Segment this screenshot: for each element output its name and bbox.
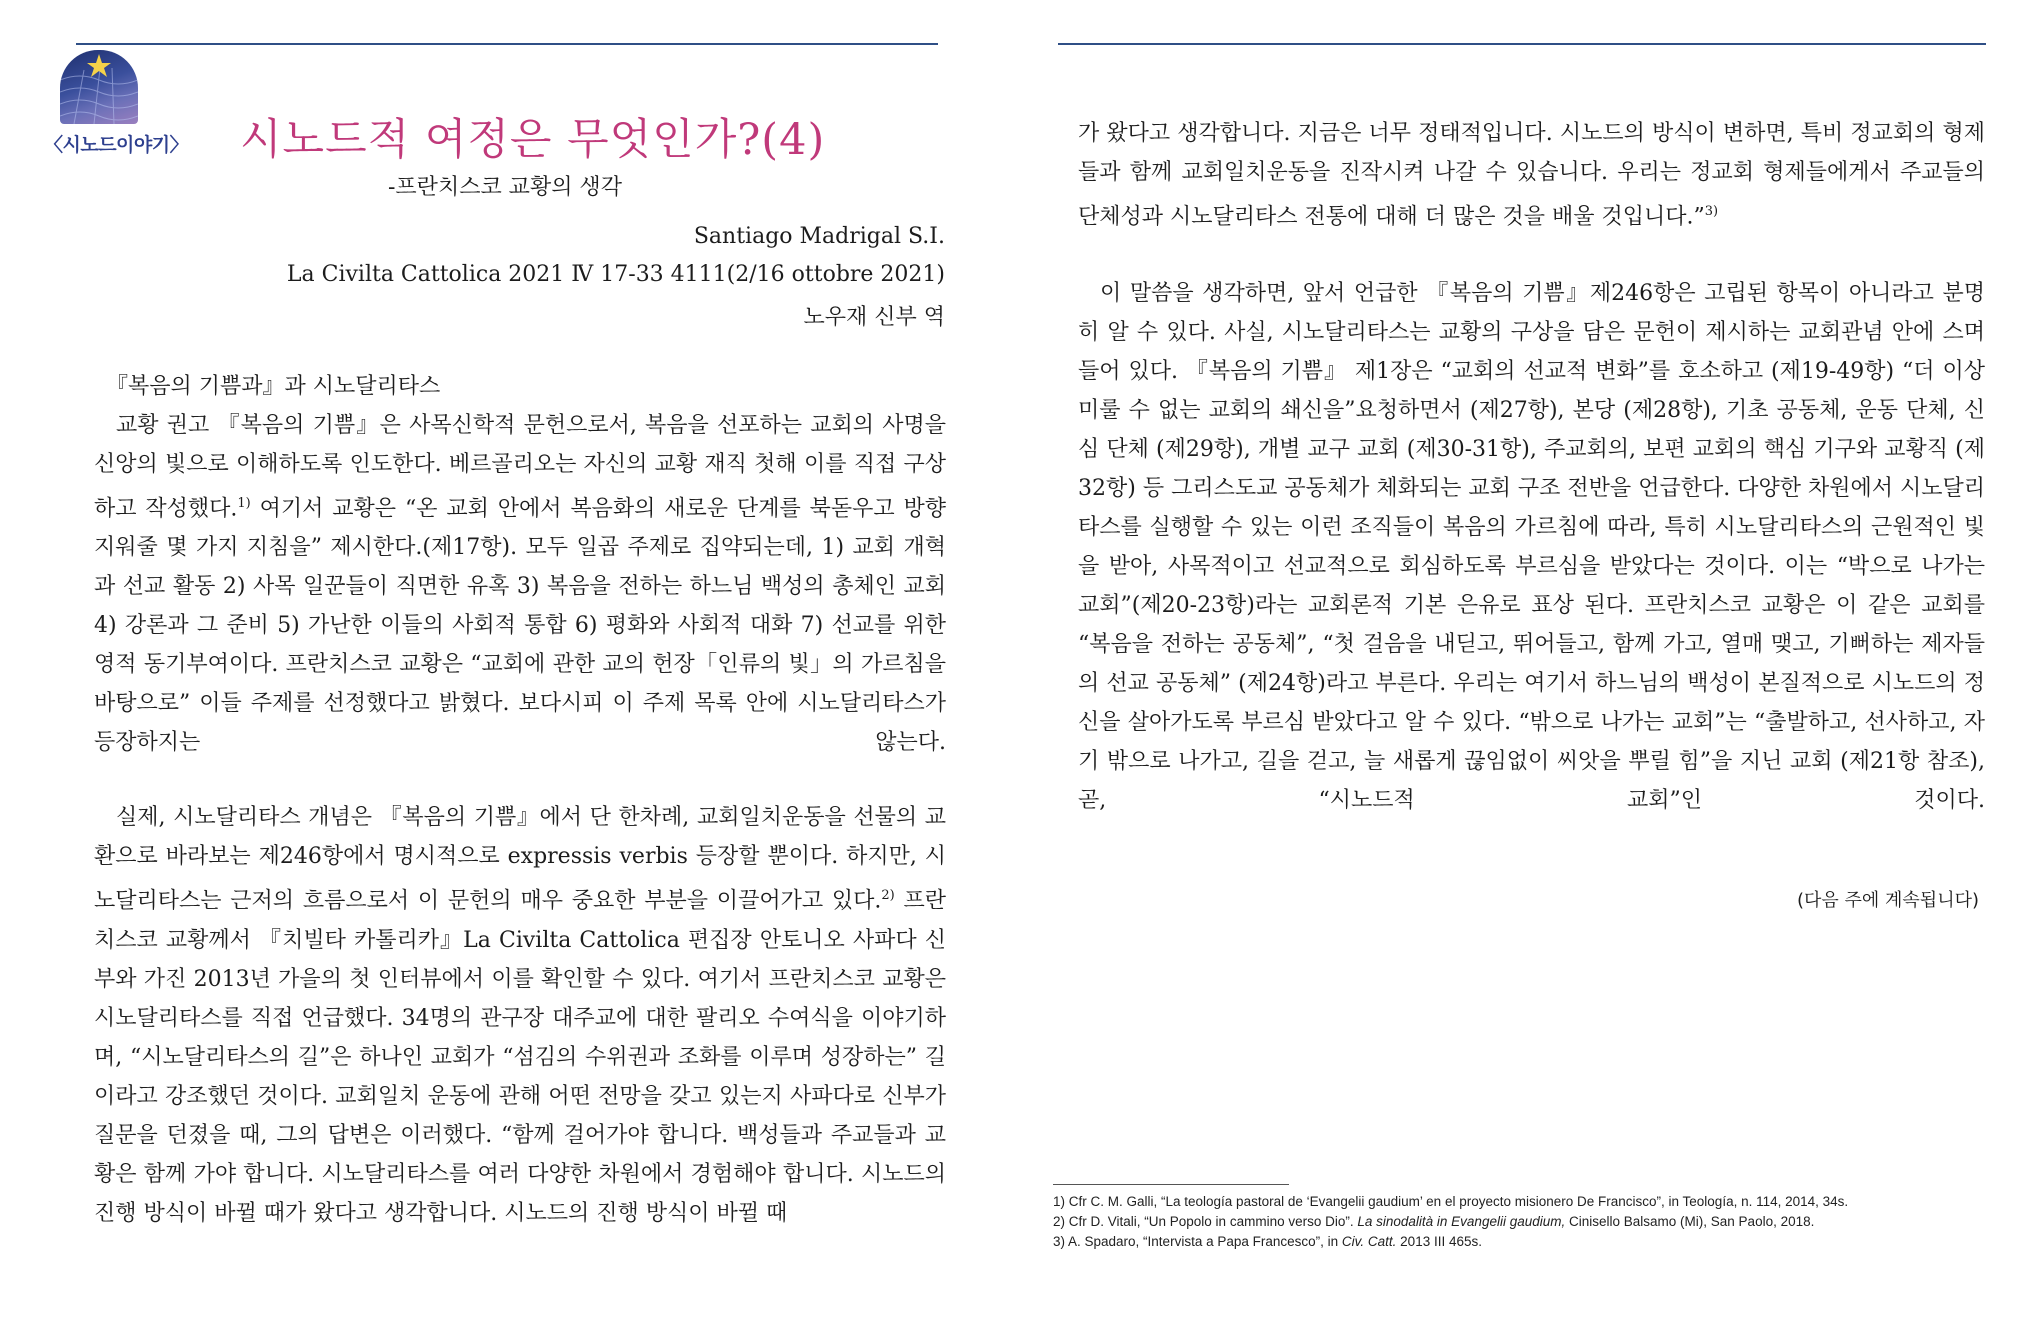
footnote-text: 3) A. Spadaro, “Intervista a Papa Francesco”, in xyxy=(1053,1234,1342,1249)
paragraph-text: 교황 권고 『복음의 기쁨』은 사목신학적 문헌으로서, 복음을 선포하는 교회의 사명을 신앙의 빛으로 이해하도록 인도한다. 베르골리오는 자신의 교황 재직 첫해 이를 직접 구상하고 작성했다. xyxy=(94,413,946,522)
footnote-title: Civ. Catt. xyxy=(1341,1234,1397,1249)
footnote-3 xyxy=(1053,1232,2019,1252)
footnote-ref: 3) xyxy=(1704,204,1719,219)
right-column xyxy=(1078,114,1985,820)
star-icon xyxy=(60,50,138,124)
translator: 노우재 신부 역 xyxy=(803,305,945,330)
footnote-title: La sinodalità in Evangelii gaudium, xyxy=(1357,1214,1566,1229)
footnote-1: 1) Cfr C. M. Galli, “La teología pastoral de ‘Evangelii gaudium’ en el proyecto misionero De Francisco”, in Teología, n. 114, 2014, 34s. xyxy=(1053,1194,1849,1209)
paragraph xyxy=(94,798,946,1232)
logo xyxy=(44,50,189,162)
footnotes xyxy=(1053,1192,2019,1252)
paragraph-text: 실제, 시노달리타스 개념은 『복음의 기쁨』에서 단 한차례, 교회일치운동을 선물의 교환으로 바라보는 제246항에서 명시적으로 expressis verbis 등장할 뿐이다. 하지만, 시노달리타스는 근저의 흐름으로서 이 문헌의 매우 중요한 부분을 이끌어가고 있다. xyxy=(94,805,946,914)
footnote-ref: 2) xyxy=(881,888,895,904)
paragraph xyxy=(1078,114,1985,236)
paragraph xyxy=(1078,274,1985,820)
top-rule-left xyxy=(76,43,938,45)
left-column xyxy=(94,406,946,1233)
paragraph xyxy=(94,406,946,762)
logo-image xyxy=(60,50,138,124)
footnote-text: Cinisello Balsamo (Mi), San Paolo, 2018. xyxy=(1565,1214,1815,1229)
footnote-text: 2) Cfr D. Vitali, “Un Popolo in cammino verso Dio”. xyxy=(1053,1214,1358,1229)
source-citation: La Civilta Cattolica 2021 Ⅳ 17-33 4111(2/16 ottobre 2021) xyxy=(286,262,945,287)
section-heading: 『복음의 기쁨과』과 시노달리타스 xyxy=(106,374,441,399)
top-rule-right xyxy=(1058,43,1986,45)
paragraph-text: 이 말씀을 생각하면, 앞서 언급한 『복음의 기쁨』제246항은 고립된 항목이 아니라고 분명히 알 수 있다. 사실, 시노달리타스는 교황의 구상을 담은 문헌이 제시하는 교회관념 안에 스며들어 있다. 『복음의 기쁨』 제1장은 “교회의 선교적 변화”를 호소하고 (제19-49항) “더 이상 미룰 수 없는 교회의 쇄신을”요청하면서 (제27항), 본당 (제28항), 기초 공동체, 운동 단체, 신심 단체 (제29항), 개별 교구 교회 (제30-31항), 주교회의, 보편 교회의 핵심 기구와 교황직 (제32항) 등 그리스도교 공동체가 체화되는 교회 구조 전반을 언급한다. 다양한 차원에서 시노달리타스를 실행할 수 있는 이런 조직들이 복음의 가르침에 따라, 특히 시노달리타스의 근원적인 빛을 받아, 사목적이고 선교적으로 회심하도록 부르심을 받았다는 것이다. 이는 “박으로 나가는 교회”(제20-23항)라는 교회론적 기본 은유로 표상 된다. 프란치스코 교황은 이 같은 교회를 “복음을 전하는 공동체”, “첫 걸음을 내딛고, 뛰어들고, 함께 가고, 열매 맺고, 기뻐하는 제자들의 선교 공동체” (제24항)라고 부른다. 우리는 여기서 하느님의 백성이 본질적으로 시노드의 정신을 살아가도록 부르심 받았다고 알 수 있다. “밖으로 나가는 교회”는 “출발하고, 선사하고, 자기 밖으로 나가고, 길을 걷고, 늘 새롭게 끊임없이 씨앗을 뿌릴 힘”을 지닌 교회 (제21항 참조), 곧, “시노드적 교회”인 것이다. xyxy=(1078,281,1985,814)
page-title: 시노드적 여정은 무엇인가?(4) xyxy=(240,115,826,165)
footnote-text: 2013 III 465s. xyxy=(1396,1234,1482,1249)
paragraph-text: 여기서 교황은 “온 교회 안에서 복음화의 새로운 단계를 북돋우고 방향 지워줄 몇 가지 지침을” 제시한다.(제17항). 모두 일곱 주제로 집약되는데, 1) 교회 개혁과 선교 활동 2) 사목 일꾼들이 직면한 유혹 3) 복음을 전하는 하느님 백성의 총체인 교회 4) 강론과 그 준비 5) 가난한 이들의 사회적 통합 6) 평화와 사회적 대화 7) 선교를 위한 영적 동기부여이다. 프란치스코 교황은 “교회에 관한 교의 헌장「인류의 빛」의 가르침을 바탕으로” 이들 주제를 선정했다고 밝혔다. 보다시피 이 주제 목록 안에 시노달리타스가 등장하지는 않는다. xyxy=(94,496,946,756)
continued-note: (다음 주에 계속됩니다) xyxy=(1797,890,1979,911)
footnote-ref: 1) xyxy=(237,496,251,511)
paragraph-text: 가 왔다고 생각합니다. 지금은 너무 정태적입니다. 시노드의 방식이 변하면, 특비 정교회의 형제들과 함께 교회일치운동을 진작시켜 나갈 수 있습니다. 우리는 정교회 형제들에게서 주교들의 단체성과 시노달리타스 전통에 대해 더 많은 것을 배울 것입니다.” xyxy=(1078,121,1985,230)
logo-label: 〈시노드이야기〉 xyxy=(44,134,189,156)
paragraph-text: 프란치스코 교황께서 『치빌타 카톨리카』La Civilta Cattolica 편집장 안토니오 사파다 신부와 가진 2013년 가을의 첫 인터뷰에서 이를 확인할 수 있다. 여기서 프란치스코 교황은 시노달리타스를 직접 언급했다. 34명의 관구장 대주교에 대한 팔리오 수여식을 이야기하며, “시노달리타스의 길”은 하나인 교회가 “섬김의 수위권과 조화를 이루며 성장하는” 길이라고 강조했던 것이다. 교회일치 운동에 관해 어떤 전망을 갖고 있는지 사파다로 신부가 질문을 던졌을 때, 그의 답변은 이러했다. “함께 걸어가야 합니다. 백성들과 주교들과 교황은 함께 가야 합니다. 시노달리타스를 여러 다양한 차원에서 경험해야 합니다. 시노드의 진행 방식이 바뀔 때가 왔다고 생각합니다. 시노드의 진행 방식이 바뀔 때 xyxy=(94,888,946,1226)
footnote-2 xyxy=(1053,1212,2019,1232)
page-subtitle: -프란치스코 교황의 생각 xyxy=(388,175,622,200)
footnote-rule xyxy=(1053,1184,1289,1185)
author: Santiago Madrigal S.I. xyxy=(693,224,945,249)
